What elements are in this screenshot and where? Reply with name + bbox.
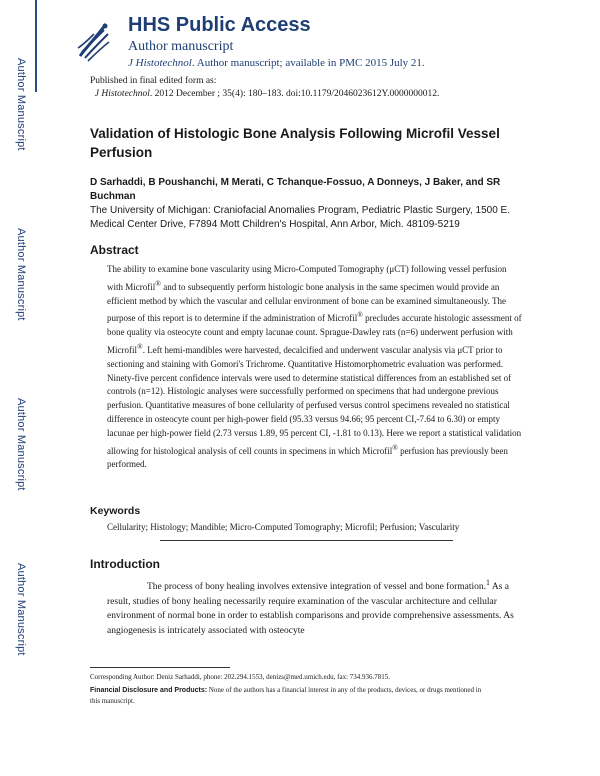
- reference-link[interactable]: 1: [486, 578, 490, 587]
- article-title: Validation of Histologic Bone Analysis Following Microfil Vessel Perfusion: [90, 126, 500, 160]
- abstract-part: perfusion has previously been performed.: [107, 445, 508, 470]
- corresponding-author-note: Corresponding Author: Deniz Sarhaddi, phone: 202.294.1553, denizs@med.umich.edu, fax: 734.936.7815.: [90, 673, 391, 681]
- abstract-heading: Abstract: [90, 243, 139, 257]
- keywords-divider: [160, 540, 453, 541]
- hhs-eagle-logo-icon: [76, 18, 112, 64]
- availability-line: [128, 57, 425, 69]
- abstract-body: [107, 263, 523, 472]
- registered-mark: ®: [137, 341, 143, 351]
- header-divider: [35, 0, 37, 92]
- keywords-heading: Keywords: [90, 505, 141, 517]
- abstract-part: The ability to examine bone vascularity using Micro-Computed Tomography (μCT) following vessel perfusion with Microfil: [107, 264, 507, 292]
- registered-mark: ®: [155, 278, 161, 288]
- footnote-divider: [90, 667, 230, 668]
- published-heading: Published in final edited form as:: [90, 76, 217, 86]
- abstract-part: and to subsequently perform histologic bone analysis in the same specimen would provide an efficient method by which the vascular and cellular environment of bone can be examined simultaneously. The purpose of this report is to determine if the administration of Microfil: [107, 281, 506, 324]
- side-label-author-manuscript: Author Manuscript: [15, 228, 27, 321]
- citation-line: [90, 89, 439, 99]
- author-manuscript-subtitle: Author manuscript: [128, 39, 234, 54]
- hhs-public-access-title: HHS Public Access: [128, 14, 311, 36]
- side-label-author-manuscript: Author Manuscript: [15, 398, 27, 491]
- disclosure-label: Financial Disclosure and Products:: [90, 687, 208, 694]
- citation-journal: J Histotechnol: [94, 89, 150, 99]
- introduction-body: [107, 576, 527, 639]
- author-list: D Sarhaddi, B Poushanchi, M Merati, C Tchanque-Fossuo, A Donneys, J Baker, and SR Buchman: [90, 177, 501, 202]
- citation-text: . 2012 December ; 35(4): 180–183. doi:10.1179/2046023612Y.0000000012.: [149, 89, 440, 99]
- financial-disclosure-note: [90, 685, 490, 706]
- side-margin: [0, 0, 37, 776]
- registered-mark: ®: [392, 442, 398, 452]
- introduction-heading: Introduction: [90, 557, 160, 571]
- journal-name: J Histotechnol: [128, 57, 192, 69]
- abstract-part: . Left hemi-mandibles were harvested, decalcified and underwent vascular analysis via μCT prior to sectioning and staining with Gomori's Trichrome. Quantitative Histomorphometric evaluation was performed. Ninety-five percent confidence intervals were used to determine statistical differences from an established set of controls (n=12). Histologic analyses were successfully performed on specimens that had undergone previous perfusion. Quantitative measures of bone cellularity of perfused versus control specimens revealed no statistical difference in osteocyte count per high-power field (95.33 versus 94.66; 95 percent CI,-7.64 to 6.30) or empty lacunae per high-power field (2.73 versus 1.89, 95 percent CI, -1.81 to 0.13). Here we report a statistical validation allowing for histological analysis of cell counts in specimens in which Microfil: [107, 344, 522, 456]
- disclosure-text: None of the authors has a financial interest in any of the products, devices, or drugs mentioned in this manuscript.: [90, 686, 482, 705]
- registered-mark: ®: [357, 310, 363, 320]
- availability-text: . Author manuscript; available in PMC 2015 July 21.: [191, 57, 425, 69]
- side-label-author-manuscript: Author Manuscript: [15, 563, 27, 656]
- intro-text: As a result, studies of bony healing necessarily require examination of the vascular architecture and cellular environment of normal bone in order to establish comparisons and provide comprehensive assessments. As angiogenesis is intricately associated with osteocyte: [107, 582, 514, 636]
- abstract-part: precludes accurate histologic assessment of bone quality via osteocyte count and empty lacunae count. Sprague-Dawley rats (n=6) underwent perfusion with Microfil: [107, 313, 522, 355]
- side-label-author-manuscript: Author Manuscript: [15, 58, 27, 151]
- keywords-list: Cellularity; Histology; Mandible; Micro-Computed Tomography; Microfil; Perfusion; Vascularity: [107, 522, 460, 532]
- affiliation: The University of Michigan: Craniofacial Anomalies Program, Pediatric Plastic Surgery, 1500 E. Medical Center Drive, F7894 Mott Children's Hospital, Ann Arbor, Mich. 48109-5219: [90, 205, 510, 230]
- intro-text: The process of bony healing involves extensive integration of vessel and bone formation.: [147, 582, 487, 593]
